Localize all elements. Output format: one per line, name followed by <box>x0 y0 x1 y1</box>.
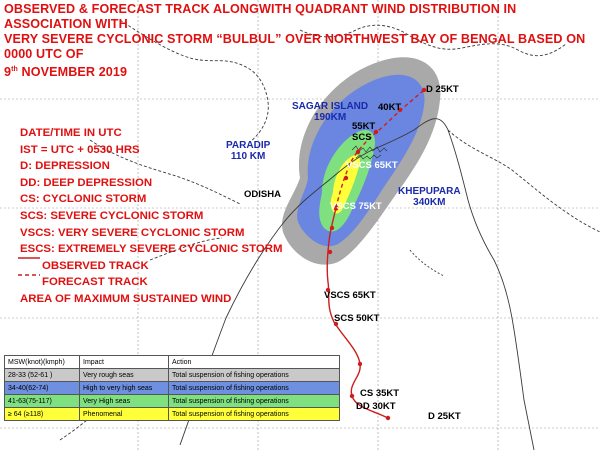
msw-cell: 41-63(75-117) <box>5 395 80 408</box>
msw-cell: ≥ 64 (≥118) <box>5 408 80 421</box>
legend-item: SCS: SEVERE CYCLONIC STORM <box>20 209 204 222</box>
paradip-name: PARADIP <box>226 140 271 151</box>
legend-item: D: DEPRESSION <box>20 160 110 173</box>
label-d25-top: D 25KT <box>426 84 459 95</box>
khepupara-distance: 340KM <box>413 197 446 208</box>
msw-cell: 28-33 (52-61 ) <box>5 369 80 382</box>
action-cell: Total suspension of fishing operations <box>169 408 340 421</box>
table-row <box>5 408 340 421</box>
sagar-island-label <box>292 101 368 123</box>
label-dd30: DD 30KT <box>356 401 396 412</box>
paradip-distance: 110 KM <box>230 151 266 162</box>
impact-cell: Very rough seas <box>80 369 169 382</box>
label-vscs65-observed: VSCS 65KT <box>324 290 376 301</box>
sagar-island-name: SAGAR ISLAND <box>292 101 369 112</box>
odisha-label: ODISHA <box>244 189 281 200</box>
action-cell: Total suspension of fishing operations <box>169 369 340 382</box>
header-action: Action <box>169 356 340 369</box>
label-vscs75: VSCS 75KT <box>330 201 382 212</box>
header-msw: MSW(knot)(kmph) <box>5 356 80 369</box>
sagar-island-distance: 190KM <box>313 112 347 123</box>
label-d25-bottom: D 25KT <box>428 411 461 422</box>
legend-observed-track: OBSERVED TRACK <box>42 259 149 272</box>
title-day-suffix: th <box>11 66 18 73</box>
action-cell: Total suspension of fishing operations <box>169 382 340 395</box>
khepupara-name: KHEPUPARA <box>398 186 461 197</box>
title-day: 9 <box>4 65 12 80</box>
impact-cell: Very High seas <box>80 395 169 408</box>
legend-max-wind-area: AREA OF MAXIMUM SUSTAINED WIND <box>20 292 232 305</box>
wind-impact-table <box>4 355 340 421</box>
legend-item: IST = UTC + 0530 HRS <box>20 143 140 156</box>
impact-cell: High to very high seas <box>80 382 169 395</box>
label-40kt: 40KT <box>378 102 402 113</box>
khepupara-label <box>398 186 461 208</box>
legend-item: DATE/TIME IN UTC <box>20 127 122 139</box>
map-title <box>4 2 596 80</box>
label-vscs65-forecast: VSCS 65KT <box>346 160 398 171</box>
table-row <box>5 369 340 382</box>
label-scs50: SCS 50KT <box>334 313 380 324</box>
title-line-3 <box>4 62 596 80</box>
legend-item: VSCS: VERY SEVERE CYCLONIC STORM <box>20 226 245 239</box>
legend-item: ESCS: EXTREMELY SEVERE CYCLONIC STORM <box>20 243 283 256</box>
label-scs: SCS <box>352 132 372 143</box>
legend-item: DD: DEEP DEPRESSION <box>20 176 153 189</box>
impact-cell: Phenomenal <box>80 408 169 421</box>
table-row <box>5 382 340 395</box>
legend-item: CS: CYCLONIC STORM <box>20 193 147 206</box>
paradip-label <box>226 140 270 162</box>
msw-cell: 34-40(62-74) <box>5 382 80 395</box>
label-cs35: CS 35KT <box>360 388 400 399</box>
action-cell: Total suspension of fishing operations <box>169 395 340 408</box>
table-row <box>5 395 340 408</box>
title-line-1: OBSERVED & FORECAST TRACK ALONGWITH QUADRANT WIND DISTRIBUTION IN ASSOCIATION WITH <box>4 2 517 31</box>
header-impact: Impact <box>80 356 169 369</box>
title-line-2: VERY SEVERE CYCLONIC STORM “BULBUL” OVER NORTHWEST BAY OF BENGAL BASED ON 0000 UTC OF <box>4 32 586 61</box>
table-header-row <box>5 356 340 369</box>
title-month-year: NOVEMBER 2019 <box>17 65 128 80</box>
label-55kt: 55KT <box>352 121 376 132</box>
legend-forecast-track: FORECAST TRACK <box>42 276 148 289</box>
